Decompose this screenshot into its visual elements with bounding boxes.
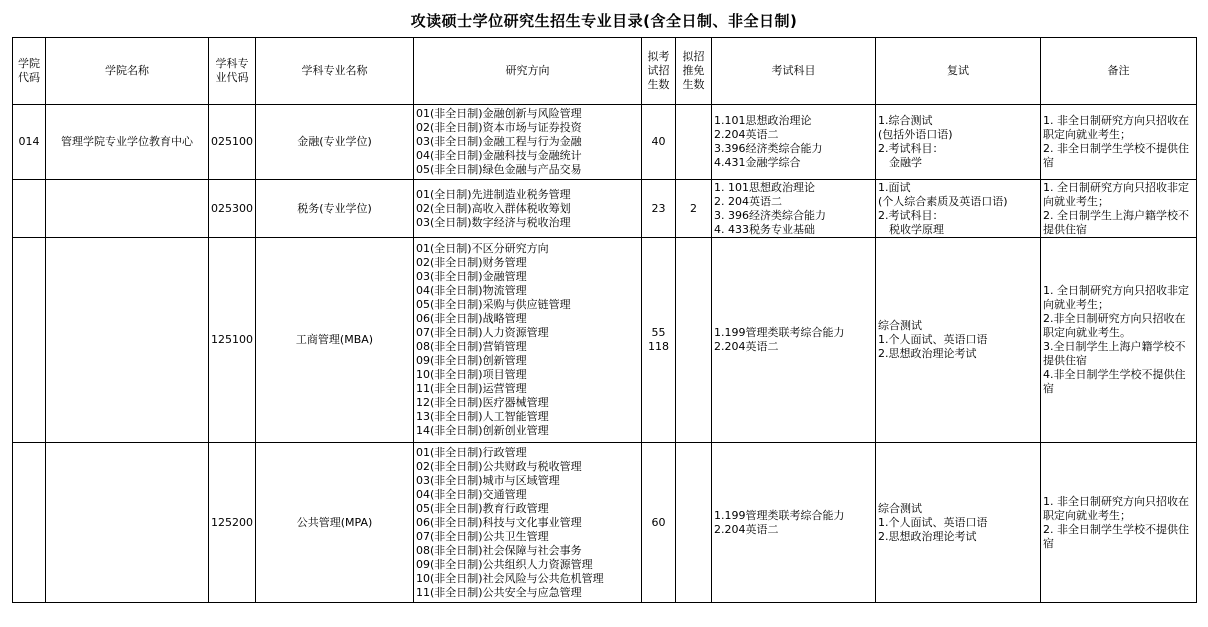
directions-cell-line: 01(全日制)先进制造业税务管理 — [416, 187, 571, 201]
directions-cell-line: 02(全日制)高收入群体税收筹划 — [416, 201, 571, 215]
notes-cell-line: 2. 非全日制学生学校不提供住宿 — [1043, 522, 1189, 550]
directions-cell-line: 05(非全日制)教育行政管理 — [416, 501, 549, 515]
major-code-cell: 025300 — [209, 180, 256, 238]
retest-cell-line: 1.综合测试 — [878, 114, 933, 127]
directions-cell-line: 06(非全日制)科技与文化事业管理 — [416, 515, 582, 529]
exams-cell-line: 3.396经济类综合能力 — [714, 142, 823, 155]
exams-cell-line: 2.204英语二 — [714, 340, 779, 353]
plan-cell-line: 40 — [651, 135, 666, 148]
header-major-name: 学科专业名称 — [256, 38, 414, 105]
retest-cell-line: 综合测试 — [878, 501, 922, 515]
school-code-cell — [13, 443, 46, 603]
plan-cell — [642, 180, 676, 238]
plan-cell — [642, 238, 676, 443]
notes-cell — [1041, 238, 1197, 443]
retest-cell-line: (包括外语口语) — [878, 128, 953, 141]
exams-cell-line: 2.204英语二 — [714, 522, 779, 536]
notes-cell-line: 2.非全日制研究方向只招收在职定向就业考生。 — [1043, 312, 1186, 339]
retest-cell-line: 综合测试 — [878, 319, 922, 332]
header-retest: 复试 — [876, 38, 1041, 105]
exempt-cell — [676, 443, 712, 603]
school-code-cell: 014 — [13, 105, 46, 180]
notes-cell-line: 4.非全日制学生学校不提供住宿 — [1043, 368, 1186, 395]
header-exempt: 拟招推免生数 — [676, 38, 712, 105]
notes-cell-line: 2. 全日制学生上海户籍学校不提供住宿 — [1043, 208, 1189, 236]
retest-cell-line: 2.考试科目： — [878, 208, 944, 222]
retest-cell-line: 金融学 — [878, 156, 922, 169]
notes-cell — [1041, 443, 1197, 603]
notes-cell-line: 1. 全日制研究方向只招收非定向就业考生； — [1043, 180, 1189, 208]
school-name-cell — [46, 238, 209, 443]
retest-cell-line: (个人综合素质及英语口语) — [878, 194, 1008, 208]
major-code-cell: 025100 — [209, 105, 256, 180]
exams-cell-line: 4.431金融学综合 — [714, 156, 801, 169]
school-name-cell: 管理学院专业学位教育中心 — [46, 105, 209, 180]
school-name-cell — [46, 180, 209, 238]
header-exams: 考试科目 — [712, 38, 876, 105]
major-code-cell: 125100 — [209, 238, 256, 443]
directions-cell-line: 03(全日制)数字经济与税收治理 — [416, 215, 571, 229]
directions-cell — [414, 180, 642, 238]
retest-cell — [876, 443, 1041, 603]
notes-cell-line: 3.全日制学生上海户籍学校不提供住宿 — [1043, 340, 1186, 367]
directions-cell-line: 05(非全日制)绿色金融与产品交易 — [416, 163, 582, 176]
header-row — [13, 38, 1197, 105]
directions-cell-line: 05(非全日制)采购与供应链管理 — [416, 298, 571, 311]
major-name-cell: 公共管理(MPA) — [256, 443, 414, 603]
directions-cell-line: 04(非全日制)金融科技与金融统计 — [416, 149, 582, 162]
directions-cell-line: 02(非全日制)资本市场与证券投资 — [416, 121, 582, 134]
school-code-cell — [13, 238, 46, 443]
exams-cell — [712, 238, 876, 443]
exempt-cell: 2 — [676, 180, 712, 238]
header-notes: 备注 — [1041, 38, 1197, 105]
directions-cell-line: 03(非全日制)金融工程与行为金融 — [416, 135, 582, 148]
catalog-table — [12, 37, 1197, 603]
directions-cell-line: 09(非全日制)公共组织人力资源管理 — [416, 557, 593, 571]
exams-cell-line: 4. 433税务专业基础 — [714, 222, 815, 236]
directions-cell — [414, 105, 642, 180]
exams-cell-line: 3. 396经济类综合能力 — [714, 208, 826, 222]
plan-cell-line: 23 — [651, 201, 666, 215]
directions-cell-line: 01(非全日制)金融创新与风险管理 — [416, 107, 582, 120]
directions-cell-line: 11(非全日制)公共安全与应急管理 — [416, 585, 582, 599]
retest-cell-line: 1.面试 — [878, 180, 911, 194]
retest-cell-line: 2.考试科目： — [878, 142, 944, 155]
notes-cell — [1041, 180, 1197, 238]
exams-cell-line: 1.101思想政治理论 — [714, 114, 812, 127]
directions-cell-line: 04(非全日制)物流管理 — [416, 284, 527, 297]
header-directions: 研究方向 — [414, 38, 642, 105]
school-name-cell — [46, 443, 209, 603]
exams-cell — [712, 180, 876, 238]
major-name-cell: 金融(专业学位) — [256, 105, 414, 180]
school-code-cell — [13, 180, 46, 238]
major-code-cell: 125200 — [209, 443, 256, 603]
exams-cell-line: 1.199管理类联考综合能力 — [714, 326, 845, 339]
header-school-name: 学院名称 — [46, 38, 209, 105]
directions-cell-line: 07(非全日制)人力资源管理 — [416, 326, 549, 339]
table-row — [13, 443, 1197, 603]
exams-cell — [712, 443, 876, 603]
header-school-code: 学院代码 — [13, 38, 46, 105]
directions-cell-line: 07(非全日制)公共卫生管理 — [416, 529, 549, 543]
retest-cell-line: 1.个人面试、英语口语 — [878, 515, 988, 529]
retest-cell — [876, 180, 1041, 238]
table-row — [13, 180, 1197, 238]
directions-cell-line: 03(非全日制)金融管理 — [416, 270, 527, 283]
exempt-cell — [676, 105, 712, 180]
retest-cell-line: 2.思想政治理论考试 — [878, 347, 977, 360]
retest-cell — [876, 238, 1041, 443]
table-row — [13, 105, 1197, 180]
directions-cell-line: 02(非全日制)财务管理 — [416, 256, 527, 269]
directions-cell-line: 01(非全日制)行政管理 — [416, 445, 527, 459]
directions-cell-line: 14(非全日制)创新创业管理 — [416, 424, 549, 437]
directions-cell-line: 13(非全日制)人工智能管理 — [416, 410, 549, 423]
directions-cell-line: 04(非全日制)交通管理 — [416, 487, 527, 501]
exams-cell-line: 1.199管理类联考综合能力 — [714, 508, 845, 522]
table-row — [13, 238, 1197, 443]
page-title: 攻读硕士学位研究生招生专业目录(含全日制、非全日制) — [410, 12, 798, 30]
notes-cell-line: 1. 非全日制研究方向只招收在职定向就业考生； — [1043, 494, 1189, 522]
directions-cell-line: 12(非全日制)医疗器械管理 — [416, 396, 549, 409]
directions-cell-line: 06(非全日制)战略管理 — [416, 312, 527, 325]
directions-cell — [414, 238, 642, 443]
directions-cell-line: 02(非全日制)公共财政与税收管理 — [416, 459, 582, 473]
directions-cell-line: 08(非全日制)社会保障与社会事务 — [416, 543, 582, 557]
exempt-cell — [676, 238, 712, 443]
plan-cell — [642, 443, 676, 603]
plan-cell-line: 60 — [651, 515, 666, 529]
exams-cell-line: 2. 204英语二 — [714, 194, 782, 208]
retest-cell — [876, 105, 1041, 180]
exams-cell-line: 2.204英语二 — [714, 128, 779, 141]
plan-cell-line: 118 — [648, 340, 669, 353]
directions-cell — [414, 443, 642, 603]
retest-cell-line: 2.思想政治理论考试 — [878, 529, 977, 543]
directions-cell-line: 10(非全日制)项目管理 — [416, 368, 527, 381]
directions-cell-line: 08(非全日制)营销管理 — [416, 340, 527, 353]
retest-cell-line: 1.个人面试、英语口语 — [878, 333, 988, 346]
directions-cell-line: 01(全日制)不区分研究方向 — [416, 242, 549, 255]
exams-cell-line: 1. 101思想政治理论 — [714, 180, 815, 194]
header-major-code: 学科专业代码 — [209, 38, 256, 105]
notes-cell-line: 1. 非全日制研究方向只招收在职定向就业考生； — [1043, 114, 1189, 141]
directions-cell-line: 03(非全日制)城市与区域管理 — [416, 473, 560, 487]
plan-cell-line: 55 — [651, 326, 666, 339]
notes-cell-line: 2. 非全日制学生学校不提供住宿 — [1043, 142, 1189, 169]
directions-cell-line: 10(非全日制)社会风险与公共危机管理 — [416, 571, 604, 585]
notes-cell-line: 1. 全日制研究方向只招收非定向就业考生； — [1043, 284, 1189, 311]
major-name-cell: 税务(专业学位) — [256, 180, 414, 238]
retest-cell-line: 税收学原理 — [878, 222, 944, 236]
notes-cell — [1041, 105, 1197, 180]
major-name-cell: 工商管理(MBA) — [256, 238, 414, 443]
exams-cell — [712, 105, 876, 180]
header-plan: 拟考试招生数 — [642, 38, 676, 105]
plan-cell — [642, 105, 676, 180]
directions-cell-line: 11(非全日制)运营管理 — [416, 382, 527, 395]
directions-cell-line: 09(非全日制)创新管理 — [416, 354, 527, 367]
